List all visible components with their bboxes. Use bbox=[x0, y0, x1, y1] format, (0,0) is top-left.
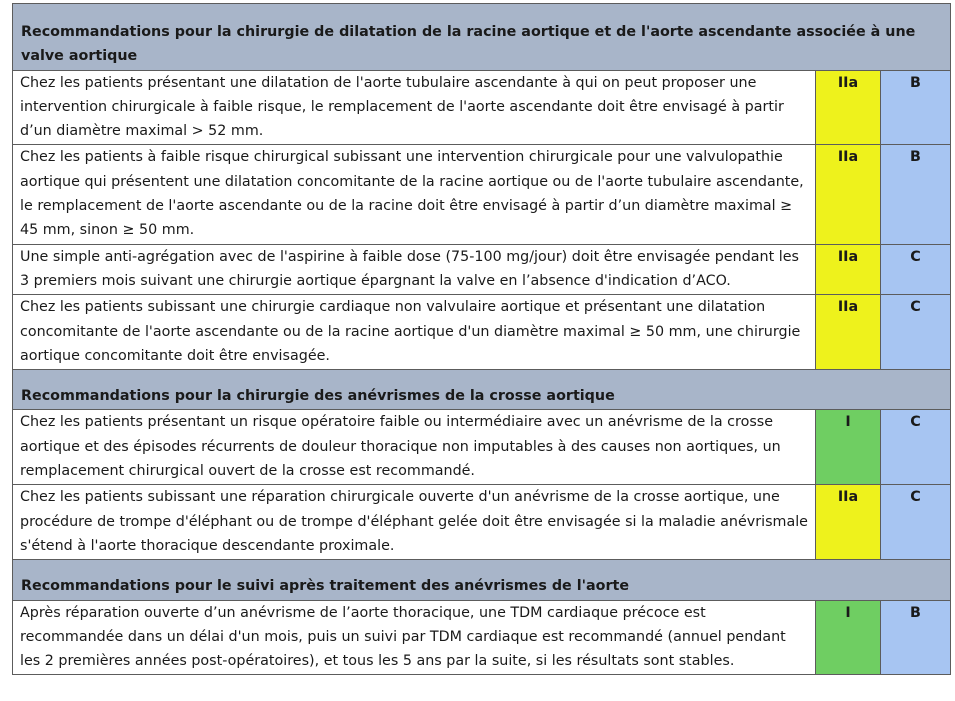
section-title: Recommandations pour le suivi après traitement des anévrismes de l'aorte bbox=[21, 578, 630, 595]
class-cell bbox=[816, 70, 881, 145]
section-header bbox=[13, 560, 951, 600]
recommendation-row bbox=[13, 145, 951, 244]
recommendation-text: Chez les patients à faible risque chirurgical subissant une intervention chirurgicale pour une valvulopathie aortique qui présentent une dilatation concomitante de la racine aortique ou de l'aorte tubulaire ascendante, le remplacement de l'aorte ascendante ou de la racine doit être envisagé à partir d’un diamètre maximal ≥ 45 mm, sinon ≥ 50 mm. bbox=[20, 149, 804, 239]
class-cell bbox=[816, 244, 881, 295]
recommendation-text: Une simple anti-agrégation avec de l'aspirine à faible dose (75-100 mg/jour) doit être envisagée pendant les 3 premiers mois suivant une chirurgie aortique épargnant la valve en l’absence d'indication d’ACO. bbox=[20, 248, 799, 289]
recommendation-row bbox=[13, 600, 951, 675]
class-badge: I bbox=[845, 604, 851, 621]
recommendation-cell bbox=[13, 244, 816, 295]
level-cell bbox=[881, 485, 951, 560]
section-title: Recommandations pour la chirurgie des anévrismes de la crosse aortique bbox=[21, 388, 615, 405]
recommendation-row bbox=[13, 295, 951, 370]
level-badge: C bbox=[910, 414, 921, 431]
class-cell bbox=[816, 485, 881, 560]
recommendation-row bbox=[13, 485, 951, 560]
recommendation-cell bbox=[13, 410, 816, 485]
class-badge: IIa bbox=[837, 248, 859, 265]
level-cell bbox=[881, 600, 951, 675]
recommendation-row bbox=[13, 70, 951, 145]
recommendation-cell bbox=[13, 145, 816, 244]
recommendation-text: Chez les patients présentant une dilatation de l'aorte tubulaire ascendante à qui on peut proposer une intervention chirurgicale à faible risque, le remplacement de l'aorte ascendante doit être envisagé à partir d’un diamètre maximal > 52 mm. bbox=[20, 74, 784, 140]
class-badge: IIa bbox=[837, 74, 859, 91]
section-title: Recommandations pour la chirurgie de dilatation de la racine aortique et de l'aorte ascendante associée à une valve aortique bbox=[21, 24, 916, 65]
level-badge: B bbox=[910, 604, 921, 621]
recommendation-row bbox=[13, 244, 951, 295]
class-cell bbox=[816, 600, 881, 675]
recommendation-cell bbox=[13, 70, 816, 145]
recommendation-cell bbox=[13, 295, 816, 370]
class-cell bbox=[816, 295, 881, 370]
class-badge: IIa bbox=[837, 149, 859, 166]
level-cell bbox=[881, 295, 951, 370]
class-badge: IIa bbox=[837, 489, 859, 506]
recommendation-text: Après réparation ouverte d’un anévrisme de l’aorte thoracique, une TDM cardiaque précoce est recommandée dans un délai d'un mois, puis un suivi par TDM cardiaque est recommandé (annuel pendant les 2 premières années post-opératoires), et tous les 5 ans par la suite, si les résultats sont stables. bbox=[20, 604, 786, 670]
section-header-row bbox=[13, 560, 951, 600]
level-cell bbox=[881, 410, 951, 485]
recommendations-body bbox=[13, 4, 951, 675]
recommendation-cell bbox=[13, 600, 816, 675]
level-cell bbox=[881, 145, 951, 244]
class-badge: I bbox=[845, 414, 851, 431]
recommendation-row bbox=[13, 410, 951, 485]
level-cell bbox=[881, 70, 951, 145]
class-cell bbox=[816, 145, 881, 244]
level-badge: B bbox=[910, 74, 921, 91]
recommendation-cell bbox=[13, 485, 816, 560]
class-badge: IIa bbox=[837, 299, 859, 316]
section-header-row bbox=[13, 4, 951, 71]
recommendation-text: Chez les patients subissant une chirurgie cardiaque non valvulaire aortique et présentant une dilatation concomitante de l'aorte ascendante ou de la racine aortique d'un diamètre maximal ≥ 50 mm, une chirurgie aortique concomitante doit être envisagée. bbox=[20, 299, 801, 364]
recommendations-table bbox=[12, 3, 951, 675]
section-header bbox=[13, 370, 951, 410]
level-badge: C bbox=[910, 248, 921, 265]
level-badge: C bbox=[910, 489, 921, 506]
section-header-row bbox=[13, 370, 951, 410]
level-cell bbox=[881, 244, 951, 295]
recommendation-text: Chez les patients subissant une réparation chirurgicale ouverte d'un anévrisme de la crosse aortique, une procédure de trompe d'éléphant ou de trompe d'éléphant gelée doit être envisagée si la maladie anévrismale s'étend à l'aorte thoracique descendante proximale. bbox=[20, 489, 808, 554]
level-badge: C bbox=[910, 299, 921, 316]
section-header bbox=[13, 4, 951, 71]
class-cell bbox=[816, 410, 881, 485]
recommendation-text: Chez les patients présentant un risque opératoire faible ou intermédiaire avec un anévrisme de la crosse aortique et des épisodes récurrents de douleur thoracique non imputables à des causes non aortiques, un remplacement chirurgical ouvert de la crosse est recommandé. bbox=[20, 414, 781, 480]
level-badge: B bbox=[910, 149, 921, 166]
